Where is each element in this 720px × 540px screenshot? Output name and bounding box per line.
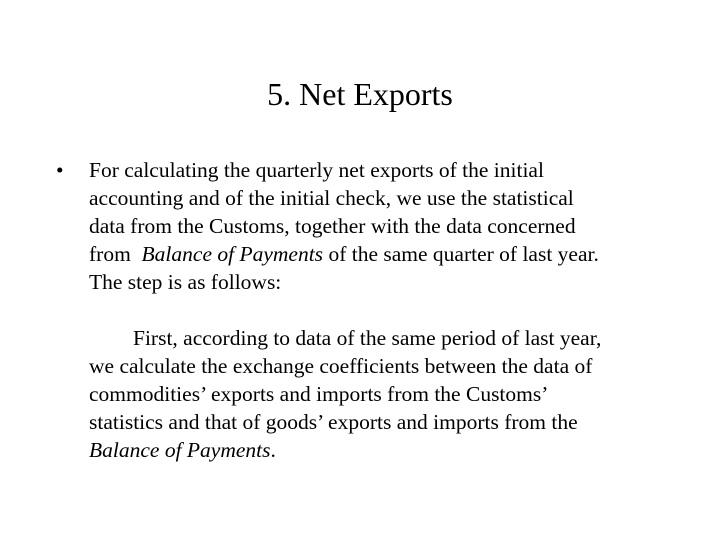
bullet-line-3: data from the Customs, together with the data concerned bbox=[89, 214, 576, 238]
paragraph-2-period: . bbox=[270, 438, 276, 462]
bullet-item bbox=[56, 156, 676, 296]
balance-of-payments-term: Balance of Payments bbox=[141, 242, 324, 266]
slide-title: 5. Net Exports bbox=[267, 76, 453, 112]
paragraph-2-line-1: First, according to data of the same period of last year, bbox=[133, 326, 602, 350]
paragraph-2 bbox=[89, 324, 676, 464]
bullet-line-4 bbox=[89, 240, 599, 268]
balance-of-payments-term-2: Balance of Payments bbox=[89, 438, 271, 462]
bullet-line-4-post: of the same quarter of last year. bbox=[323, 242, 599, 266]
bullet-line-1: For calculating the quarterly net exports of the initial bbox=[89, 158, 544, 182]
paragraph-2-line-4: statistics and that of goods’ exports and imports from the bbox=[89, 410, 578, 434]
paragraph-2-line-3: commodities’ exports and imports from the Customs’ bbox=[89, 382, 549, 406]
paragraph-2-line-5 bbox=[89, 436, 676, 464]
bullet-line-2: accounting and of the initial check, we use the statistical bbox=[89, 186, 574, 210]
bullet-line-5: The step is as follows: bbox=[89, 270, 282, 294]
bullet-line-4-pre: from bbox=[89, 242, 142, 266]
paragraph-2-line-2: we calculate the exchange coefficients between the data of bbox=[89, 354, 593, 378]
slide-body bbox=[56, 156, 676, 464]
bullet-text bbox=[89, 156, 599, 296]
bullet-glyph: • bbox=[56, 158, 64, 182]
